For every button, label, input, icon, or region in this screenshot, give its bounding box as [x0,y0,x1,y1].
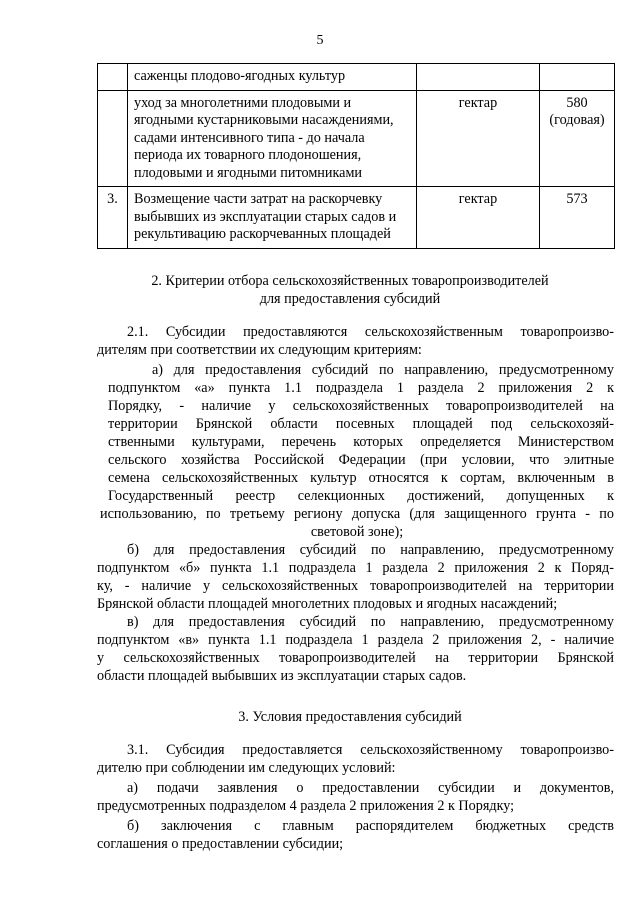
section3-heading: 3. Условия предоставления субсидий [238,709,462,725]
table-cell-value [540,64,615,91]
paragraph-line: 3.1. Субсидия предоставляется сельскохозяйственному товаропроизво- [127,742,614,758]
table-cell-number: 3. [98,187,128,249]
paragraph-line: а) для предоставления субсидий по направлению, предусмотренному [152,362,614,378]
subsidy-table [97,63,615,249]
table-cell-value: 573 [540,187,615,249]
paragraph-line: дителю при соблюдении им следующих условий: [97,760,396,776]
table-row [98,187,615,249]
paragraph-line: б) для предоставления субсидий по направлению, предусмотренному [127,542,614,558]
table-cell-text [128,90,417,187]
paragraph-line: световой зоне); [310,524,404,540]
paragraph-line: подпунктом «в» пункта 1.1 подраздела 1 раздела 2 приложения 2, - наличие [97,632,614,648]
paragraph-line: Порядку, - наличие у сельскохозяйственных товаропроизводителей на [108,398,614,414]
paragraph-line: а) подачи заявления о предоставлении субсидии и документов, [127,780,614,796]
paragraph-line: ку, - наличие у сельскохозяйственных товаропроизводителей на территории [97,578,614,594]
table-cell-unit [417,64,540,91]
paragraph-line: 2.1. Субсидии предоставляются сельскохозяйственным товаропроизво- [127,324,614,340]
paragraph-line: б) заключения с главным распорядителем бюджетных средств [127,818,614,834]
paragraph-line: сельского хозяйства Российской Федерации (при условии, что элитные [108,452,614,468]
paragraph-line: соглашения о предоставлении субсидии; [97,836,344,852]
paragraph-line: предусмотренных подразделом 4 раздела 2 приложения 2 к Порядку; [97,798,515,814]
paragraph-line: Брянской области площадей многолетних плодовых и ягодных насаждений; [97,596,558,612]
cell-line: ягодными кустарниковыми насаждениями, [134,112,394,128]
cell-line: плодовыми и ягодными питомниками [134,164,363,181]
cell-line: выбывших из эксплуатации старых садов и [134,208,397,225]
paragraph-line: дителям при соответствии их следующим критериям: [97,342,422,358]
paragraph-line: семена сельскохозяйственных культур относятся к сортам, включенным в [108,470,614,486]
cell-value-note: (годовая) [549,112,605,128]
cell-line: рекультивацию раскорчеванных площадей [134,226,391,242]
cell-line: периода их товарного плодоношения, [134,147,362,163]
table-cell-value [540,90,615,187]
paragraph-line: подпунктом «а» пункта 1.1 подраздела 1 раздела 2 приложения 2 к [108,380,614,396]
table-cell-text: саженцы плодово-ягодных культур [128,64,417,91]
paragraph-line: территории Брянской области посевных площадей под сельскохозяй- [108,416,614,432]
table-cell-unit: гектар [417,90,540,187]
cell-line: Возмещение части затрат на раскорчевку [134,191,383,207]
paragraph-line: Государственный реестр селекционных достижений, допущенных к [108,488,614,504]
paragraph-line: подпунктом «б» пункта 1.1 подраздела 1 раздела 2 приложения 2 к Поряд- [97,560,614,576]
paragraph-line: ственными культурами, перечень которых определяется Министерством [108,434,614,450]
table-row [98,64,615,91]
section2-heading-line2: для предоставления субсидий [259,291,441,307]
cell-line: уход за многолетними плодовыми и [134,94,352,111]
table-cell-text [128,187,417,249]
section2-heading-line1: 2. Критерии отбора сельскохозяйственных товаропроизводителей [151,273,549,289]
cell-line: садами интенсивного типа - до начала [134,129,365,146]
paragraph-line: области площадей выбывших из эксплуатации старых садов. [97,668,467,684]
paragraph-line: в) для предоставления субсидий по направлению, предусмотренному [127,614,614,630]
paragraph-line: использованию, по третьему региону допуска (для защищенного грунта - по [100,506,614,522]
paragraph-line: у сельскохозяйственных товаропроизводителей на территории Брянской [97,650,614,666]
cell-value: 580 [566,94,588,111]
table-cell-unit: гектар [417,187,540,249]
table-cell-number [98,64,128,91]
table-row [98,90,615,187]
table-cell-number [98,90,128,187]
page-number: 5 [316,33,324,48]
